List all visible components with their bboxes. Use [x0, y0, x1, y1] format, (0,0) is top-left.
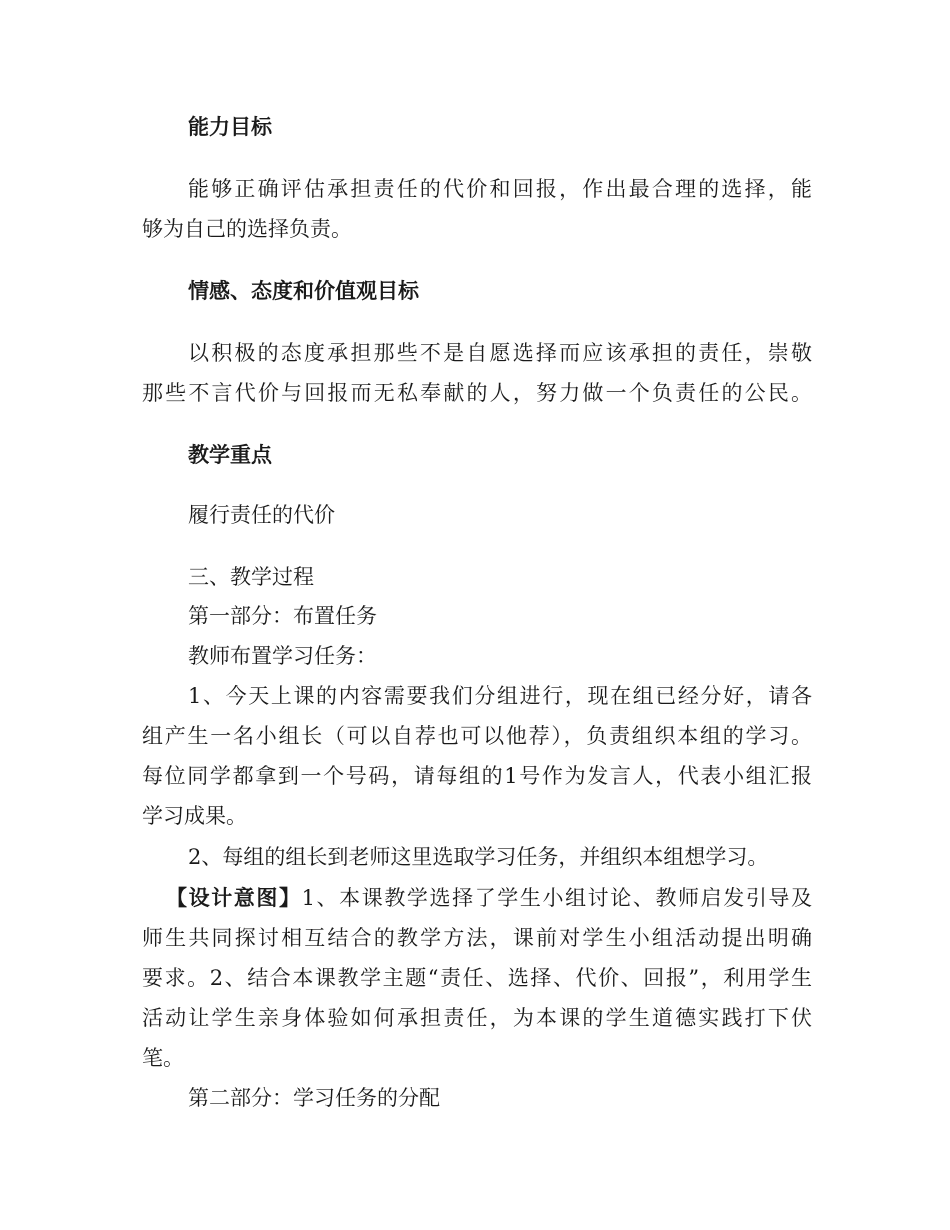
design-line-1 — [142, 883, 812, 913]
item2-text: 2、每组的组长到老师这里选取学习任务，并组织本组想学习。 — [188, 845, 769, 869]
emotion-paragraph-line-2: 那些不言代价与回报而无私奉献的人，努力做一个负责任的公民。 — [142, 381, 812, 405]
ability-heading: 能力目标 — [188, 115, 272, 139]
design-line-4: 活动让学生亲身体验如何承担责任，为本课的学生道德实践打下伏 — [142, 1006, 812, 1030]
ability-paragraph-line-2: 够为自己的选择负责。 — [142, 217, 352, 241]
process-heading: 三、教学过程 — [188, 565, 314, 589]
part2-title: 第二部分：学习任务的分配 — [188, 1086, 440, 1110]
item1-line-1: 1、今天上课的内容需要我们分组进行，现在组已经分好，请各 — [188, 684, 812, 708]
design-line-3: 要求。2、结合本课教学主题“责任、选择、代价、回报”，利用学生 — [142, 966, 812, 990]
design-line-1-text: 1、本课教学选择了学生小组讨论、教师启发引导及 — [301, 886, 813, 910]
focus-text: 履行责任的代价 — [188, 503, 335, 527]
ability-paragraph-line-1: 能够正确评估承担责任的代价和回报，作出最合理的选择，能 — [188, 177, 812, 201]
emotion-heading: 情感、态度和价值观目标 — [188, 279, 419, 303]
item1-line-4: 学习成果。 — [142, 804, 247, 828]
design-intent-label: 【设计意图】 — [166, 885, 302, 910]
emotion-paragraph-line-1: 以积极的态度承担那些不是自愿选择而应该承担的责任，崇敬 — [188, 341, 812, 365]
item1-line-3: 每位同学都拿到一个号码，请每组的1号作为发言人，代表小组汇报 — [142, 764, 812, 788]
teacher-assign-text: 教师布置学习任务： — [188, 644, 377, 668]
item1-line-2: 组产生一名小组长（可以自荐也可以他荐），负责组织本组的学习。 — [142, 724, 812, 748]
design-line-5: 笔。 — [142, 1046, 184, 1070]
design-line-2: 师生共同探讨相互结合的教学方法，课前对学生小组活动提出明确 — [142, 926, 812, 950]
part1-title: 第一部分：布置任务 — [188, 604, 377, 628]
document-page — [142, 0, 812, 1230]
focus-heading: 教学重点 — [188, 443, 272, 467]
